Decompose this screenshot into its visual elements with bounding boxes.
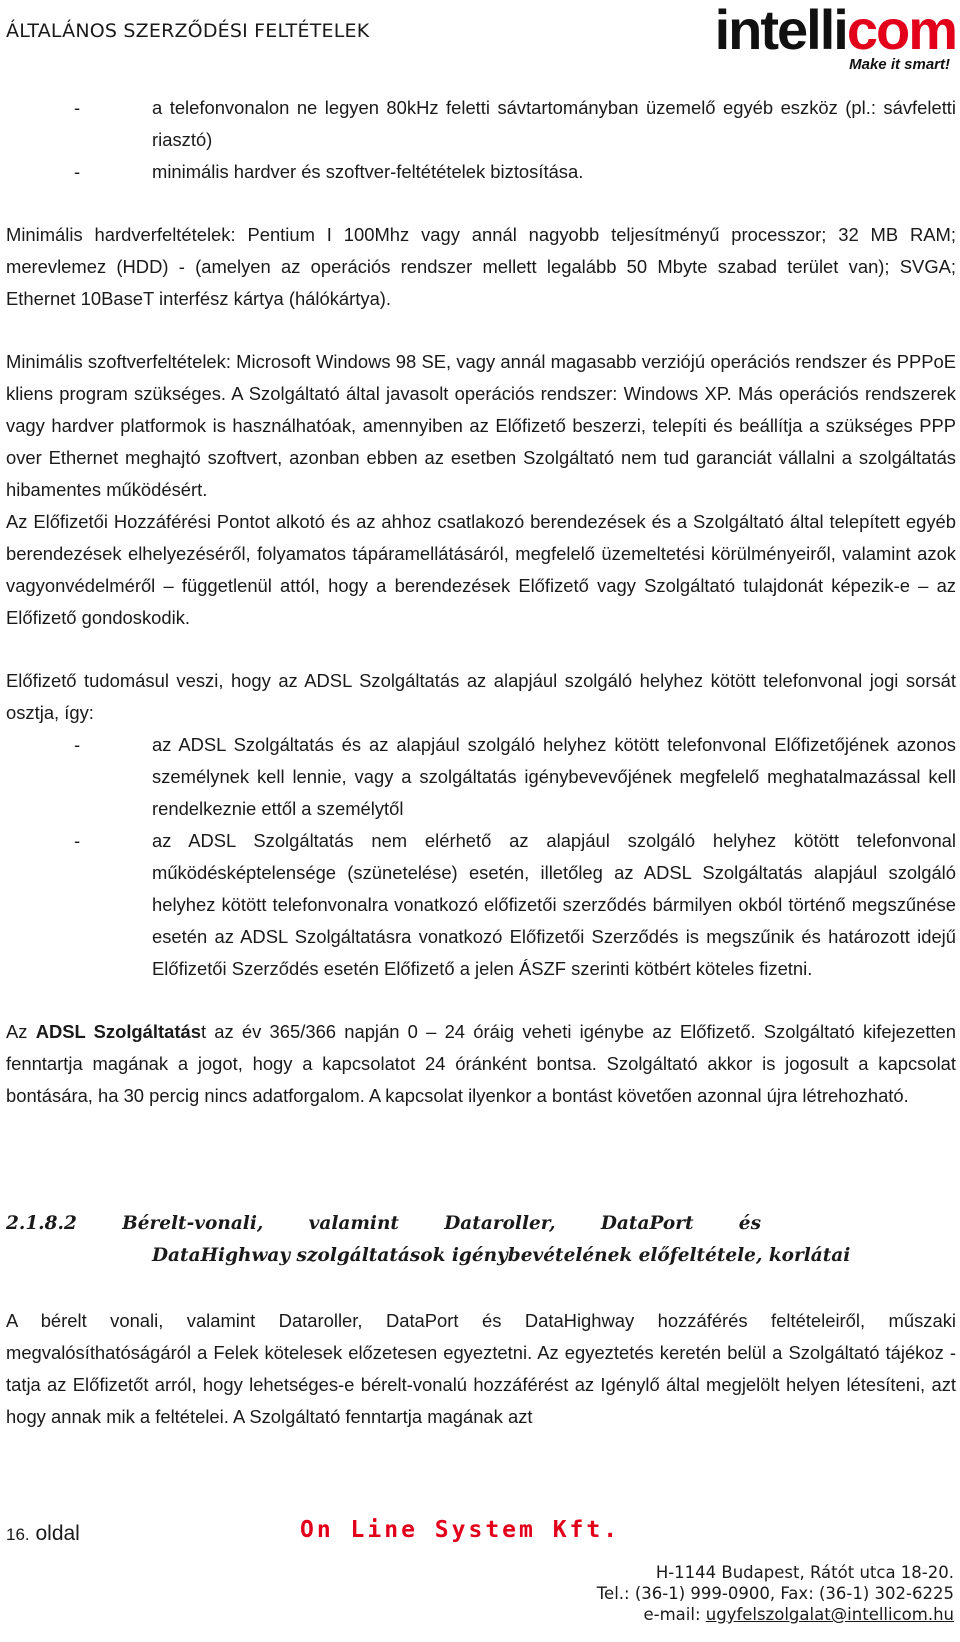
list-item — [6, 729, 956, 825]
page-footer — [0, 1505, 960, 1642]
hardware-requirements-paragraph: Minimális hardverfeltételek: Pentium I 100Mhz vagy annál nagyobb teljesítményű processzor; 32 MB RAM; merevlemez (HDD) - (amelyen az operációs rendszer mellett legalább 50 Mbyte szabad terület van); SVGA; Ethernet 10BaseT interfész kártya (hálókártya). — [6, 224, 956, 309]
list-dash: - — [74, 734, 81, 755]
section-heading: 2.1.8.2 Bérelt-vonali, valamint Dataroller, DataPort és DataHighway szolgáltatások igénybevételének előfeltétele, korlátai — [6, 1208, 956, 1272]
list-item-text: a telefonvonalon ne legyen 80kHz feletti sávtartományban üzemelő egyéb eszköz (pl.: sávfeletti riasztó) — [152, 97, 956, 150]
document-body — [6, 92, 956, 1433]
intellicom-logo — [656, 2, 956, 74]
logo-wordmark: intellicom — [714, 0, 956, 61]
page-number: 16. oldal — [6, 1522, 80, 1545]
list-item — [6, 825, 956, 985]
section-title-line2: DataHighway szolgáltatások igénybevételének előfeltétele, korlátai — [152, 1245, 851, 1266]
leased-line-paragraph: A bérelt vonali, valamint Dataroller, DataPort és DataHighway hozzáférés feltételeiről, műszaki megvalósíthatóságáról a Felek kötelesek előzetesen egyeztetni. Az egyeztetés keretén belül a Szolgáltató tájékoz - tatja az Előfizetőt arról, hogy lehetséges-e bérelt-vonalú hozzáférést az Igénylő által megjelölt helyen létesíteni, azt hogy annak mik a feltételei. A Szolgáltató fenntartja magának azt — [6, 1310, 956, 1427]
list-item — [6, 92, 956, 156]
address-line: H-1144 Budapest, Rátót utca 18-20. — [655, 1563, 954, 1582]
phone-fax-line: Tel.: (36-1) 999-0900, Fax: (36-1) 302-6225 — [596, 1584, 954, 1603]
list-dash: - — [74, 830, 81, 851]
list-item-text: minimális hardver és szoftver-feltétételek biztosítása. — [152, 161, 584, 182]
contact-block — [597, 1562, 954, 1625]
list-item-text: az ADSL Szolgáltatás nem elérhető az alapjául szolgáló helyhez kötött telefonvonal működésképtelensége (szünetelése) esetén, illetőleg az ADSL Szolgáltatás alapjául szolgáló helyhez kötött telefonvonalra vonatkozó előfizetői szerződés bármilyen okból történő megszűnése esetén az ADSL Szolgáltatásra vonatkozó Előfizetői Szerződés is megszűnik és határozott idejű Előfizetői Szerződés esetén Előfizető a jelen ÁSZF szerinti kötbért köteles fizetni. — [152, 830, 956, 979]
phone-line-intro-paragraph: Előfizető tudomásul veszi, hogy az ADSL Szolgáltatás az alapjául szolgáló helyhez kötött telefonvonal jogi sorsát osztja, így: — [6, 670, 956, 723]
list-item — [6, 156, 956, 188]
company-name: On Line System Kft. — [300, 1517, 621, 1543]
access-point-paragraph: Az Előfizetői Hozzáférési Pontot alkotó és az ahhoz csatlakozó berendezések és a Szolgáltató által telepített egyéb berendezések elhelyezéséről, folyamatos tápáramellátásáról, megfelelő üzemeltetési körülményeiről, valamint azok vagyonvédelméről – függetlenül attól, hogy a berendezések Előfizető vagy Szolgáltató tulajdonát képezik-e – az Előfizető gondoskodik. — [6, 511, 956, 628]
email-line: e-mail: ugyfelszolgalat@intellicom.hu — [643, 1605, 954, 1624]
document-title: ÁLTALÁNOS SZERZŐDÉSI FELTÉTELEK — [6, 20, 370, 42]
software-requirements-paragraph: Minimális szoftverfeltételek: Microsoft Windows 98 SE, vagy annál magasabb verziójú operációs rendszer és PPPoE kliens program szükséges. A Szolgáltató által javasolt operációs rendszer: Windows XP. Más operációs rendszerek vagy hardver platformok is használhatóak, amennyiben az Előfizető beszerzi, telepíti és beállítja a szükséges PPP over Ethernet meghajtó szoftvert, azonban ebben az esetben Szolgáltató nem tud garanciát vállalni a szolgáltatás hibamentes működésért. — [6, 351, 956, 500]
list-item-text: az ADSL Szolgáltatás és az alapjául szolgáló helyhez kötött telefonvonal Előfizetőjének azonos személynek kell lennie, vagy a szolgáltatás igénybevevőjének megfelelő meghatalmazással kell rendelkeznie ettől a személytől — [152, 734, 956, 819]
email-link[interactable]: ugyfelszolgalat@intellicom.hu — [705, 1605, 954, 1624]
availability-paragraph: Az ADSL Szolgáltatást az év 365/366 napján 0 – 24 óráig veheti igénybe az Előfizető. Szolgáltató kifejezetten fenntartja magának a jogot, hogy a kapcsolatot 24 óránként bontsa. Szolgáltató akkor is jogosult a kapcsolat bontására, ha 30 percig nincs adatforgalom. A kapcsolat ilyenkor a bontást követően azonnal újra létrehozható. — [6, 1021, 957, 1106]
logo-tagline: Make it smart! — [849, 56, 950, 73]
list-dash: - — [74, 97, 81, 118]
adsl-service-emphasis: ADSL Szolgáltatás — [35, 1021, 201, 1042]
section-number: 2.1.8.2 — [6, 1213, 77, 1234]
list-dash: - — [74, 161, 81, 182]
